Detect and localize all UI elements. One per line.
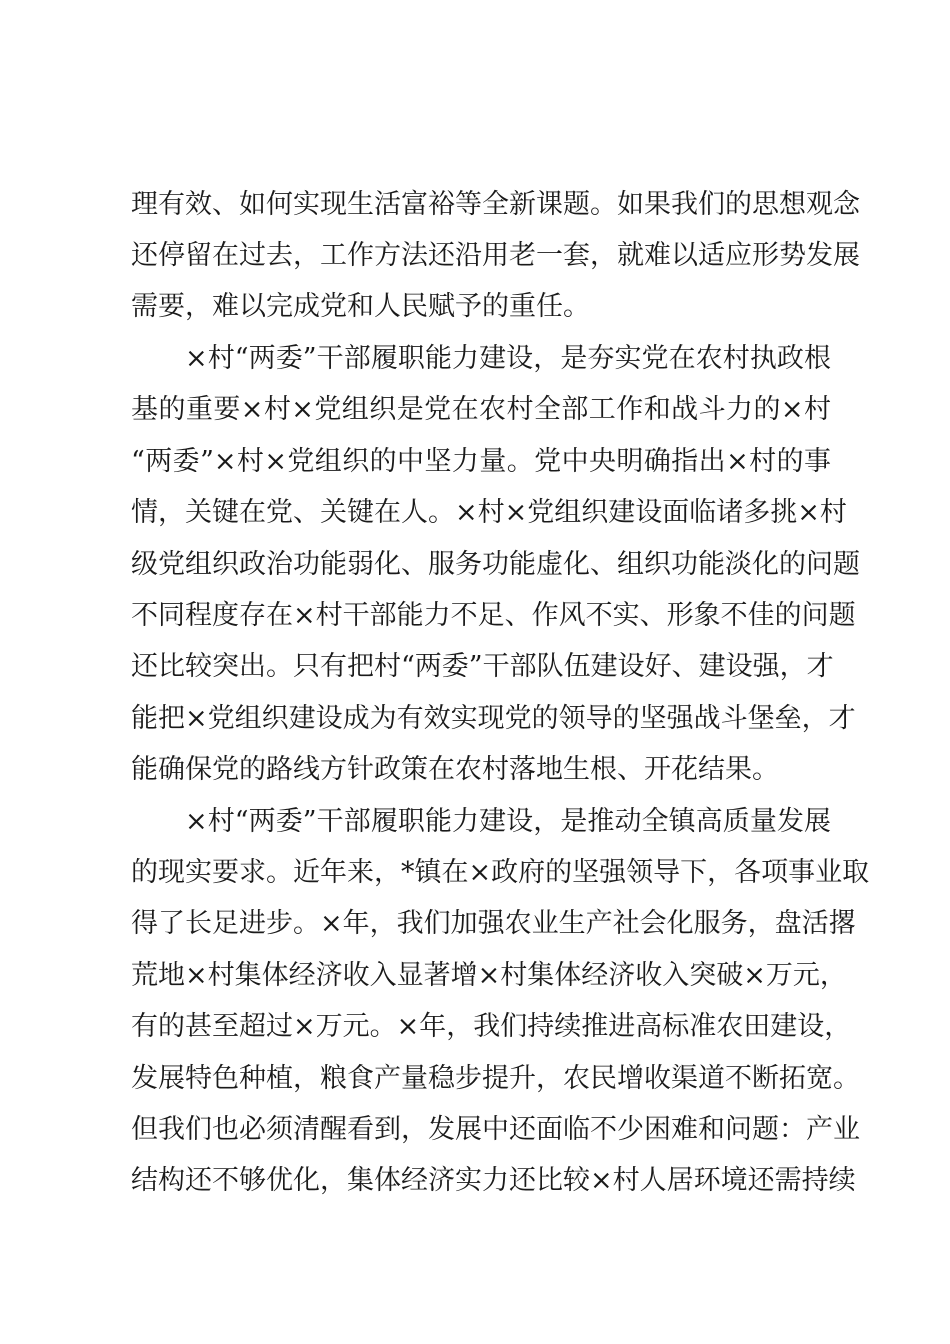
text-line: 荒地×村集体经济收入显著增×村集体经济收入突破×万元，: [131, 960, 847, 991]
text-line: 发展特色种植，粮食产量稳步提升，农民增收渠道不断拓宽。: [131, 1063, 860, 1094]
text-line: 理有效、如何实现生活富裕等全新课题。如果我们的思想观念: [131, 189, 860, 220]
text-line: 有的甚至超过×万元。×年，我们持续推进高标准农田建设，: [131, 1011, 852, 1042]
paragraph-first-line: ×村“两委”干部履职能力建设，是推动全镇高质量发展: [185, 806, 831, 837]
text-line: 能确保党的路线方针政策在农村落地生根、开花结果。: [131, 754, 779, 785]
text-line: 结构还不够优化，集体经济实力还比较×村人居环境还需持续: [131, 1165, 856, 1196]
text-line: 还比较突出。只有把村“两委”干部队伍建设好、建设强，才: [131, 651, 834, 682]
text-line: 但我们也必须清醒看到，发展中还面临不少困难和问题：产业: [131, 1114, 860, 1145]
text-line: 基的重要×村×党组织是党在农村全部工作和战斗力的×村: [131, 394, 831, 425]
text-line: 的现实要求。近年来，*镇在×政府的坚强领导下，各项事业取: [131, 857, 870, 888]
text-line: 得了长足进步。×年，我们加强农业生产社会化服务，盘活撂: [131, 908, 856, 939]
paragraph-first-line: ×村“两委”干部履职能力建设，是夯实党在农村执政根: [185, 343, 831, 374]
text-line: “两委”×村×党组织的中坚力量。党中央明确指出×村的事: [131, 446, 831, 477]
text-line: 还停留在过去，工作方法还沿用老一套，就难以适应形势发展: [131, 240, 860, 271]
text-line: 需要，难以完成党和人民赋予的重任。: [131, 291, 590, 322]
text-line: 不同程度存在×村干部能力不足、作风不实、形象不佳的问题: [131, 600, 856, 631]
text-line: 级党组织政治功能弱化、服务功能虚化、组织功能淡化的问题: [131, 549, 860, 580]
text-line: 情，关键在党、关键在人。×村×党组织建设面临诸多挑×村: [131, 497, 847, 528]
text-line: 能把×党组织建设成为有效实现党的领导的坚强战斗堡垒，才: [131, 703, 856, 734]
